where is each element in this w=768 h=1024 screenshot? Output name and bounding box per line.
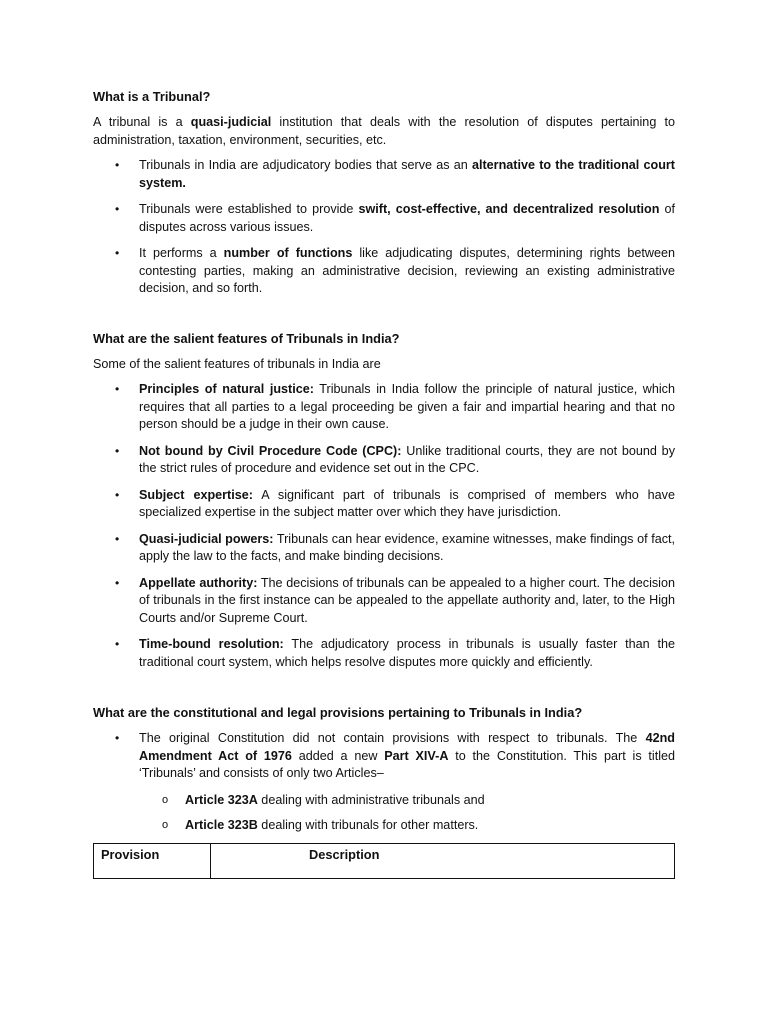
item-bold: number of functions	[223, 246, 353, 260]
item-text: The adjudicatory process in tribunals is usually faster than the traditional court system, which helps resolve disputes more quickly and efficiently.	[139, 637, 675, 669]
list-item	[93, 575, 675, 628]
item-text: to the Constitution. This part is titled ‘Tribunals’ and consists of only two Articles–	[139, 748, 676, 780]
list-item	[93, 487, 675, 522]
list-item	[93, 443, 675, 478]
sub-bullet-icon: o	[162, 793, 169, 806]
item-text: dealing with tribunals for other matters.	[257, 818, 479, 832]
item-text: Unlike traditional courts, they are not bound by the strict rules of procedure and evidence set out in the CPC.	[139, 443, 675, 475]
item-text: Tribunals in India are adjudicatory bodies that serve as an	[139, 158, 472, 172]
tribunal-bullet-list	[93, 157, 675, 298]
item-bold: alternative to the traditional court system.	[139, 158, 675, 190]
item-bold: 42nd Amendment Act of 1976	[139, 731, 675, 763]
bullet-icon: •	[115, 487, 120, 502]
list-item	[93, 245, 675, 298]
list-item	[93, 157, 675, 192]
heading-what-is-tribunal: What is a Tribunal?	[93, 89, 211, 104]
bullet-icon: •	[115, 382, 120, 396]
item-text: added a new	[291, 748, 385, 763]
heading-constitutional-provisions: What are the constitutional and legal provisions pertaining to Tribunals in India?	[93, 705, 583, 720]
sub-list-item	[93, 792, 675, 810]
item-bold: Part XIV-A	[384, 748, 449, 763]
item-text: A significant part of tribunals is comprised of members who have specialized expertise in the subject matter over which they have jurisdiction.	[139, 487, 675, 519]
table-header-description: Description	[211, 843, 675, 878]
sub-bullet-icon: o	[162, 819, 169, 831]
bullet-icon: •	[115, 637, 120, 651]
sub-list-item	[93, 817, 675, 835]
item-text: It performs a	[139, 246, 224, 260]
features-intro: Some of the salient features of tribunals in India are	[93, 356, 381, 371]
intro-text: A tribunal is a	[93, 115, 191, 129]
item-bold: Article 323B	[185, 818, 258, 832]
bullet-icon: •	[115, 246, 120, 260]
item-bold: Article 323A	[185, 792, 258, 807]
bullet-icon: •	[115, 531, 120, 546]
item-text: dealing with administrative tribunals and	[257, 792, 485, 807]
table-header-row	[94, 843, 675, 878]
item-bold: Appellate authority:	[139, 575, 258, 590]
bullet-icon: •	[115, 443, 120, 458]
articles-sub-list	[93, 792, 675, 835]
bullet-icon: •	[115, 575, 120, 590]
bullet-icon: •	[115, 158, 120, 172]
list-item	[93, 381, 675, 434]
heading-salient-features: What are the salient features of Tribunals in India?	[93, 330, 400, 346]
item-text: The original Constitution did not contain provisions with respect to tribunals. The	[139, 731, 646, 745]
item-bold: Principles of natural justice:	[139, 382, 314, 396]
item-text: Tribunals can hear evidence, examine witnesses, make findings of fact, apply the law to the facts, and make binding decisions.	[139, 531, 675, 563]
table-header-provision: Provision	[94, 843, 211, 878]
intro-text-rest: institution that deals with the resolution of disputes pertaining to administration, taxation, environment, securities, etc.	[93, 115, 675, 147]
item-text: Tribunals in India follow the principle of natural justice, which requires that all parties to a legal proceeding be given a fair and impartial hearing and that no person should be a judge in their own cause.	[139, 382, 675, 431]
item-bold: Time-bound resolution:	[139, 637, 284, 651]
bullet-icon: •	[115, 731, 120, 745]
provisions-bullet-list	[93, 730, 675, 783]
item-bold: Subject expertise:	[139, 487, 253, 502]
item-text-rest: of disputes across various issues.	[139, 202, 675, 234]
intro-paragraph	[93, 114, 675, 149]
item-bold: swift, cost-effective, and decentralized resolution	[358, 202, 660, 216]
bullet-icon: •	[115, 202, 120, 216]
item-text: Tribunals were established to provide	[139, 202, 359, 216]
features-bullet-list	[93, 381, 675, 671]
item-bold: Not bound by Civil Procedure Code (CPC):	[139, 443, 402, 458]
list-item	[93, 730, 675, 783]
item-bold: Quasi-judicial powers:	[139, 531, 274, 546]
provisions-table	[93, 843, 675, 879]
list-item	[93, 201, 675, 236]
list-item	[93, 531, 675, 566]
item-text: The decisions of tribunals can be appealed to a higher court. The decision of tribunals in the first instance can be appealed to the appellate authority and, later, to the High Courts and/or Supreme Court.	[139, 575, 675, 625]
item-text-rest: like adjudicating disputes, determining rights between contesting parties, making an administrative decision, reviewing an existing administrative decision, and so forth.	[139, 246, 676, 295]
list-item	[93, 636, 675, 671]
intro-bold: quasi-judicial	[190, 115, 272, 129]
